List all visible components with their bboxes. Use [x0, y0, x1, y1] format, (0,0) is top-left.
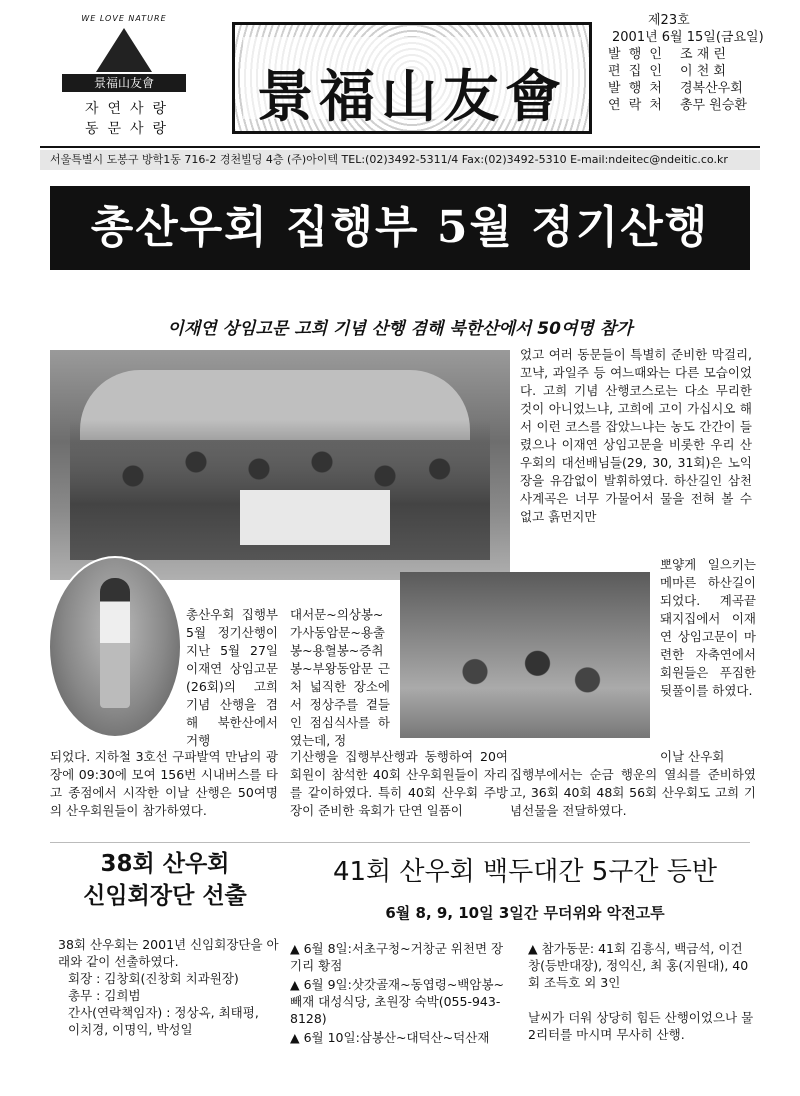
expedition-subtitle: 6월 8, 9, 10일 3일간 무더위와 악전고투 [385, 904, 665, 922]
logo [40, 14, 200, 136]
editor: 이 천 회 [680, 64, 726, 79]
article-mid-col-1: 대서문~의상봉~가사동암문~용출봉~용혈봉~증취봉~부왕동암문 근처 넓직한 장소에서 정상주를 곁들인 점심식사를 하였는데, 정 [290, 607, 390, 748]
article-right-col-1: 었고 여러 동문들이 특별히 준비한 막걸리, 꼬냑, 과일주 등 여느때와는 다른 모습이었다. 고희 기념 산행코스로는 다소 무리한 것이 아니었느냐, 고희에 고이 가십시오 해서 이런 코스를 잡았느냐는 농도 간간이 들렸으나 이재연 상임고문을 비롯한 우리 산우회의 대선배님들(29, 30, 31회)은 노익장을 유감없이 발휘하였다. 하산길인 삼천사계곡은 너무 가물어서 물을 전혀 볼 수 없고 흙먼지만 [520, 347, 752, 524]
election-staff-2: 이치경, 이명익, 박성일 [68, 1022, 193, 1037]
address-bar: 서울특별시 도봉구 방학1동 716-2 경천빌딩 4층 (주)아이텍 TEL:(02)3492-5311/4 Fax:(02)3492-5310 E-mail:ndeitec@ndeitic.co.kr [40, 150, 760, 170]
publisher: 조 재 린 [680, 47, 726, 62]
issue-number: 제23호 [648, 13, 690, 28]
editor-label: 편 집 인 [608, 64, 664, 79]
masthead-title: 景福山友會 [257, 64, 567, 130]
headline: 총산우회 집행부 5월 정기산행 [50, 186, 750, 270]
office-label: 발 행 처 [608, 81, 664, 96]
article-right-col-2: 뽀얗게 일으키는 메마른 하산길이 되었다. 계곡끝 돼지집에서 이재연 상임고문이 마련한 자축연에서 회원들은 푸짐한 뒷풀이를 하였다. [660, 557, 756, 698]
slogan-line2: 동문사랑 [84, 121, 176, 137]
election-chair: 회장 : 김창회(진창회 치과원장) [68, 971, 239, 986]
expedition-schedule [290, 940, 512, 1048]
election-staff: 간사(연락책임자) : 정상옥, 최태평, [68, 1005, 259, 1020]
group-photo [50, 350, 510, 580]
contact: 총무 원승환 [680, 98, 747, 113]
election-secretary: 총무 : 김희범 [68, 988, 141, 1003]
article-right-col-3: 이날 산우회 [660, 749, 725, 764]
election-body [58, 936, 280, 1038]
article-mid-col-2: 기산행을 집행부산행과 동행하여 20여 회원이 참석한 40회 산우회원들이 자리를 같이하였다. 특히 40회 산우회 주방장이 준비한 육회가 단연 일품이 [290, 749, 508, 818]
picnic-photo [400, 572, 650, 738]
contact-label: 연 락 처 [608, 98, 664, 113]
election-title-line2: 신임회장단 선출 [83, 883, 247, 909]
expedition-members [528, 940, 754, 1061]
masthead [232, 22, 592, 134]
office: 경복산우회 [680, 81, 743, 96]
subheadline: 이재연 상임고문 고희 기념 산행 겸해 북한산에서 50여명 참가 [167, 319, 633, 339]
election-title [50, 848, 280, 912]
election-title-line1: 38회 산우회 [100, 851, 230, 877]
logo-name: 景福山友會 [62, 74, 186, 92]
expedition-closing: 날씨가 더워 상당히 힘든 산행이었으나 물 2리터를 마시며 무사히 산행. [528, 1010, 754, 1042]
hiker-portrait-photo [48, 556, 182, 738]
section-divider [50, 842, 750, 843]
logo-arc-text: WE LOVE NATURE [81, 14, 167, 23]
issue-date: 2001년 6월 15일(금요일) [612, 30, 764, 45]
article-left-col-2: 되었다. 지하철 3호선 구파발역 만남의 광장에 09:30에 모여 156번 시내버스를 타고 종점에서 시작한 이날 산행은 50여명의 산우회원들이 참가하였다. [50, 749, 278, 818]
issue-info [608, 12, 788, 114]
slogan-line1: 자연사랑 [84, 101, 176, 117]
header-divider [40, 146, 760, 148]
publisher-label: 발 행 인 [608, 47, 664, 62]
election-intro: 38회 산우회는 2001년 신임회장단을 아래와 같이 선출하였다. [58, 937, 279, 969]
members-list: ▲ 참가동문: 41회 김흥식, 백금석, 이건창(등반대장), 정익신, 최 홍(지원대), 40회 조득호 외 3인 [528, 941, 749, 990]
article-right-col-4: 집행부에서는 순금 행운의 열쇠를 준비하였고, 36회 40회 48회 56회 산우회도 고희 기념선물을 전달하였다. [510, 767, 756, 818]
schedule-day1: ▲ 6월 8일:서초구청~거창군 위천면 장기리 황점 [290, 941, 504, 973]
schedule-day2: ▲ 6월 9일:삿갓골재~동엽령~백암봉~빼재 대성식당, 초원장 숙박(055-943-8128) [290, 977, 504, 1026]
article-left-col-1: 총산우회 집행부 5월 정기산행이 지난 5월 27일 이재연 상임고문(26회)의 고희 기념 산행을 겸해 북한산에서 거행 [186, 607, 278, 748]
schedule-day3: ▲ 6월 10일:삼봉산~대덕산~덕산재 [290, 1030, 490, 1045]
expedition-title: 41회 산우회 백두대간 5구간 등반 [332, 857, 718, 887]
mountain-icon [96, 28, 152, 72]
